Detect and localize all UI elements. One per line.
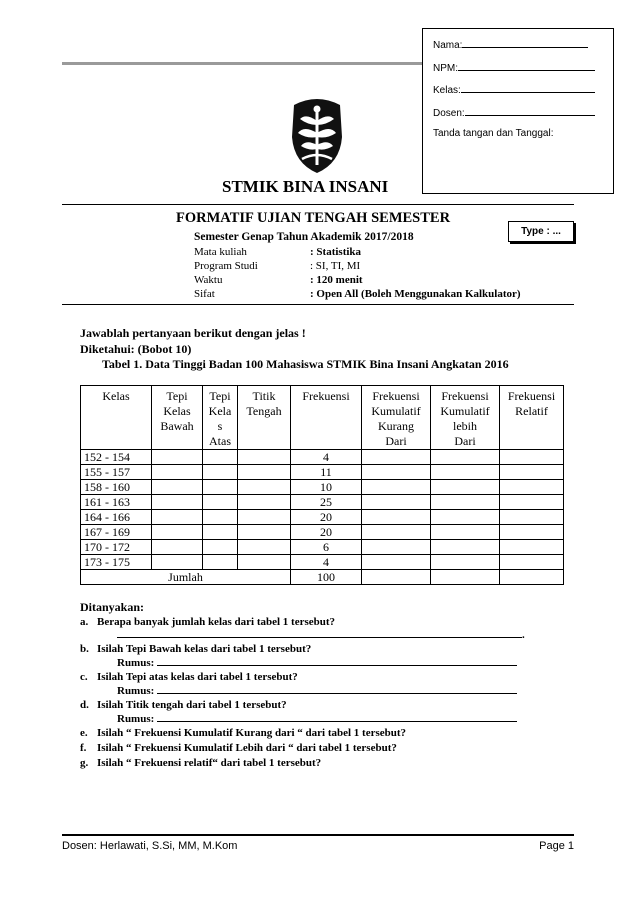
frequency-table <box>80 385 564 585</box>
cell-frekuensi: 25 <box>291 495 362 510</box>
name-field[interactable] <box>433 38 613 61</box>
table-row <box>81 540 564 555</box>
npm-field[interactable] <box>433 61 613 84</box>
institution-logo <box>282 95 352 175</box>
cell-kelas: 167 - 169 <box>81 525 152 540</box>
formula-line-c[interactable]: Rumus: <box>117 685 517 697</box>
name-label: Nama: <box>433 40 463 51</box>
lecturer-blank[interactable] <box>465 106 595 116</box>
info-label: Waktu <box>194 274 223 286</box>
cell-fk-lebih <box>431 555 500 570</box>
name-blank[interactable] <box>462 38 588 48</box>
info-value: : Statistika <box>310 246 362 258</box>
total-empty-cell <box>500 570 564 585</box>
info-program <box>194 260 361 272</box>
cell-kelas: 158 - 160 <box>81 480 152 495</box>
cell-fk-kurang <box>362 540 431 555</box>
cell-fk-kurang <box>362 555 431 570</box>
lecturer-field[interactable] <box>433 106 613 129</box>
cell-tepi-bawah <box>152 555 203 570</box>
cell-titik-tengah <box>238 480 291 495</box>
footer-lecturer: Dosen: Herlawati, S.Si, MM, M.Kom <box>62 840 238 852</box>
cell-fk-lebih <box>431 450 500 465</box>
cell-titik-tengah <box>238 525 291 540</box>
signature-date-label: Tanda tangan dan Tanggal: <box>433 128 554 139</box>
cell-fk-lebih <box>431 510 500 525</box>
cell-kelas: 152 - 154 <box>81 450 152 465</box>
cell-fk-lebih <box>431 480 500 495</box>
cell-frekuensi: 6 <box>291 540 362 555</box>
formula-line-b[interactable]: Rumus: <box>117 657 517 669</box>
known-heading: Diketahui: (Bobot 10) <box>80 342 192 356</box>
total-value: 100 <box>291 570 362 585</box>
table-title: Tabel 1. Data Tinggi Badan 100 Mahasiswa STMIK Bina Insani Angkatan 2016 <box>102 357 509 371</box>
cell-kelas: 161 - 163 <box>81 495 152 510</box>
cell-relatif <box>500 480 564 495</box>
cell-tepi-atas <box>203 540 238 555</box>
cell-titik-tengah <box>238 450 291 465</box>
cell-frekuensi: 20 <box>291 525 362 540</box>
table-row <box>81 555 564 570</box>
cell-kelas: 155 - 157 <box>81 465 152 480</box>
cell-titik-tengah <box>238 465 291 480</box>
cell-fk-lebih <box>431 525 500 540</box>
info-value: : 120 menit <box>310 274 363 286</box>
info-nature <box>194 288 521 300</box>
header-top-rule <box>62 62 426 65</box>
cell-titik-tengah <box>238 495 291 510</box>
cell-titik-tengah <box>238 510 291 525</box>
header-tepi-atas: Tepi Kela s Atas <box>203 386 238 450</box>
table-row <box>81 525 564 540</box>
class-field[interactable] <box>433 83 613 106</box>
cell-fk-kurang <box>362 465 431 480</box>
semester-line: Semester Genap Tahun Akademik 2017/2018 <box>194 231 414 243</box>
header-relatif: Frekuensi Relatif <box>500 386 564 450</box>
info-course <box>194 246 362 258</box>
cell-titik-tengah <box>238 555 291 570</box>
institution-name: STMIK BINA INSANI <box>222 177 389 196</box>
header-frekuensi: Frekuensi <box>291 386 362 450</box>
cell-fk-kurang <box>362 510 431 525</box>
info-label: Sifat <box>194 288 215 300</box>
npm-blank[interactable] <box>458 61 595 71</box>
cell-tepi-bawah <box>152 495 203 510</box>
cell-relatif <box>500 465 564 480</box>
cell-relatif <box>500 555 564 570</box>
cell-frekuensi: 4 <box>291 555 362 570</box>
total-empty-cell <box>362 570 431 585</box>
cell-frekuensi: 4 <box>291 450 362 465</box>
cell-fk-lebih <box>431 495 500 510</box>
header-fk-kurang: Frekuensi Kumulatif Kurang Dari <box>362 386 431 450</box>
cell-tepi-atas <box>203 510 238 525</box>
table-row <box>81 495 564 510</box>
lecturer-label: Dosen: <box>433 107 465 119</box>
info-value: : Open All (Boleh Menggunakan Kalkulator) <box>310 288 521 300</box>
cell-kelas: 164 - 166 <box>81 510 152 525</box>
cell-tepi-atas <box>203 525 238 540</box>
cell-kelas: 173 - 175 <box>81 555 152 570</box>
info-value: : SI, TI, MI <box>310 260 361 272</box>
table-row <box>81 450 564 465</box>
cell-tepi-bawah <box>152 525 203 540</box>
cell-tepi-atas <box>203 495 238 510</box>
cell-fk-lebih <box>431 465 500 480</box>
cell-relatif <box>500 450 564 465</box>
type-badge: Type : ... <box>508 221 574 242</box>
header-kelas: Kelas <box>81 386 152 450</box>
cell-relatif <box>500 510 564 525</box>
info-time <box>194 274 363 286</box>
header-tepi-bawah: Tepi Kelas Bawah <box>152 386 203 450</box>
class-label: Kelas: <box>433 85 461 96</box>
cell-relatif <box>500 540 564 555</box>
cell-tepi-atas <box>203 480 238 495</box>
exam-title: FORMATIF UJIAN TENGAH SEMESTER <box>176 210 451 226</box>
cell-fk-kurang <box>362 525 431 540</box>
total-empty-cell <box>431 570 500 585</box>
cell-tepi-atas <box>203 555 238 570</box>
class-blank[interactable] <box>461 83 595 93</box>
cell-frekuensi: 10 <box>291 480 362 495</box>
formula-line-d[interactable]: Rumus: <box>117 713 517 725</box>
cell-frekuensi: 20 <box>291 510 362 525</box>
instruction-text: Jawablah pertanyaan berikut dengan jelas ! <box>80 326 306 340</box>
answer-line-a[interactable]: . <box>117 629 525 641</box>
info-label: Mata kuliah <box>194 246 247 258</box>
cell-tepi-bawah <box>152 510 203 525</box>
cell-fk-kurang <box>362 450 431 465</box>
cell-tepi-bawah <box>152 465 203 480</box>
cell-fk-kurang <box>362 495 431 510</box>
cell-fk-kurang <box>362 480 431 495</box>
npm-label: NPM: <box>433 62 458 74</box>
header-fk-lebih: Frekuensi Kumulatif lebih Dari <box>431 386 500 450</box>
cell-tepi-atas <box>203 450 238 465</box>
cell-tepi-atas <box>203 465 238 480</box>
table-header-row <box>81 386 564 450</box>
table-total-row <box>81 570 564 585</box>
info-label: Program Studi <box>194 260 258 272</box>
cell-relatif <box>500 525 564 540</box>
cell-tepi-bawah <box>152 480 203 495</box>
footer-page-number: Page 1 <box>539 840 574 852</box>
cell-titik-tengah <box>238 540 291 555</box>
cell-fk-lebih <box>431 540 500 555</box>
header-titik-tengah: Titik Tengah <box>238 386 291 450</box>
footer-rule <box>62 834 574 836</box>
cell-relatif <box>500 495 564 510</box>
cell-frekuensi: 11 <box>291 465 362 480</box>
cell-kelas: 170 - 172 <box>81 540 152 555</box>
info-divider <box>62 304 574 305</box>
table-row <box>81 510 564 525</box>
header-divider <box>62 204 574 205</box>
questions-heading: Ditanyakan: <box>80 600 145 614</box>
student-identity-box <box>422 28 614 194</box>
cell-tepi-bawah <box>152 540 203 555</box>
total-label: Jumlah <box>81 570 291 585</box>
table-row <box>81 480 564 495</box>
table-row <box>81 465 564 480</box>
cell-tepi-bawah <box>152 450 203 465</box>
